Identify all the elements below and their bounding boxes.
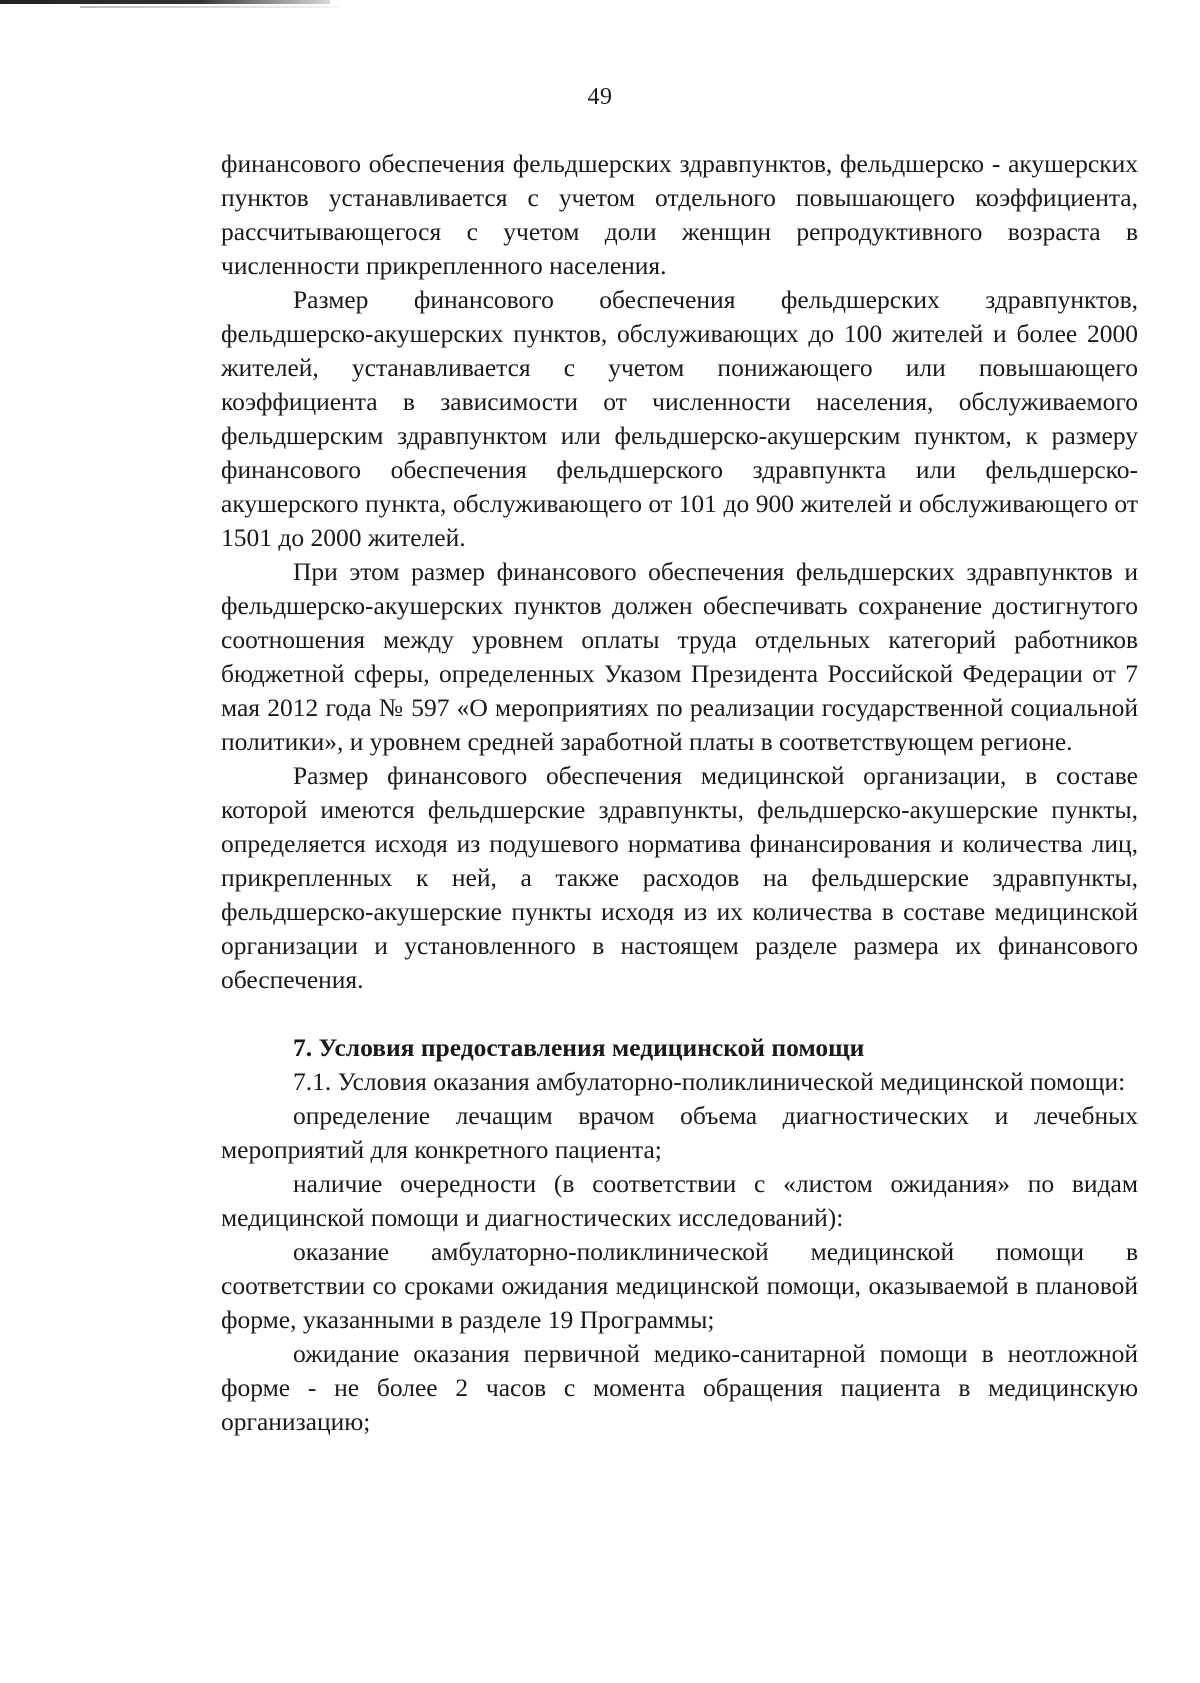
paragraph-7-1: 7.1. Условия оказания амбулаторно-поликлинической медицинской помощи: xyxy=(293,1067,1126,1096)
paragraph-queue: наличие очередности (в соответствии с «листом ожидания» по видам медицинской помощи и диагностических исследований): xyxy=(221,1169,1138,1232)
document-body xyxy=(221,147,1138,1439)
paragraph-size-of-funding: Размер финансового обеспечения фельдшерских здравпунктов, фельдшерско-акушерских пунктов, обслуживающих до 100 жителей и более 2000 жителей, устанавливается с учетом понижающего или повышающего коэффициента в зависимости от численности населения, обслуживаемого фельдшерским здравпунктом или фельдшерско-акушерским пунктом, к размеру финансового обеспечения фельдшерского здравпункта или фельдшерско-акушерского пункта, обслуживающего от 101 до 900 жителей и обслуживающего от 1501 до 2000 жителей. xyxy=(221,285,1138,552)
section-heading: 7. Условия предоставления медицинской помощи xyxy=(293,1033,865,1062)
paragraph-salary-ratio: При этом размер финансового обеспечения фельдшерских здравпунктов и фельдшерско-акушерских пунктов должен обеспечивать сохранение достигнутого соотношения между уровнем оплаты труда отдельных категорий работников бюджетной сферы, определенных Указом Президента Российской Федерации от 7 мая 2012 года № 597 «О мероприятиях по реализации государственной социальной политики», и уровнем средней заработной платы в соответствующем регионе. xyxy=(221,557,1138,756)
paragraph-urgent-care-wait: ожидание оказания первичной медико-санитарной помощи в неотложной форме - не более 2 часов с момента обращения пациента в медицинскую организацию; xyxy=(221,1339,1138,1436)
paragraph-ambulatory-care: оказание амбулаторно-поликлинической медицинской помощи в соответствии со сроками ожидания медицинской помощи, оказываемой в плановой форме, указанными в разделе 19 Программы; xyxy=(221,1237,1138,1334)
scan-edge-line xyxy=(0,0,330,4)
paragraph-organization-funding: Размер финансового обеспечения медицинской организации, в составе которой имеются фельдшерские здравпункты, фельдшерско-акушерские пункты, определяется исходя из подушевого норматива финансирования и количества лиц, прикрепленных к ней, а также расходов на фельдшерские здравпункты, фельдшерско-акушерские пункты исходя из их количества в составе медицинской организации и установленного в настоящем разделе размера их финансового обеспечения. xyxy=(221,761,1138,994)
paragraph-continuation: финансового обеспечения фельдшерских здравпунктов, фельдшерско - акушерских пунктов устанавливается с учетом отдельного повышающего коэффициента, рассчитывающегося с учетом доли женщин репродуктивного возраста в численности прикрепленного населения. xyxy=(221,149,1138,280)
scan-edge-line-faint xyxy=(80,6,340,8)
page-number: 49 xyxy=(587,84,613,110)
paragraph-doctor-determination: определение лечащим врачом объема диагностических и лечебных мероприятий для конкретного пациента; xyxy=(221,1101,1138,1164)
